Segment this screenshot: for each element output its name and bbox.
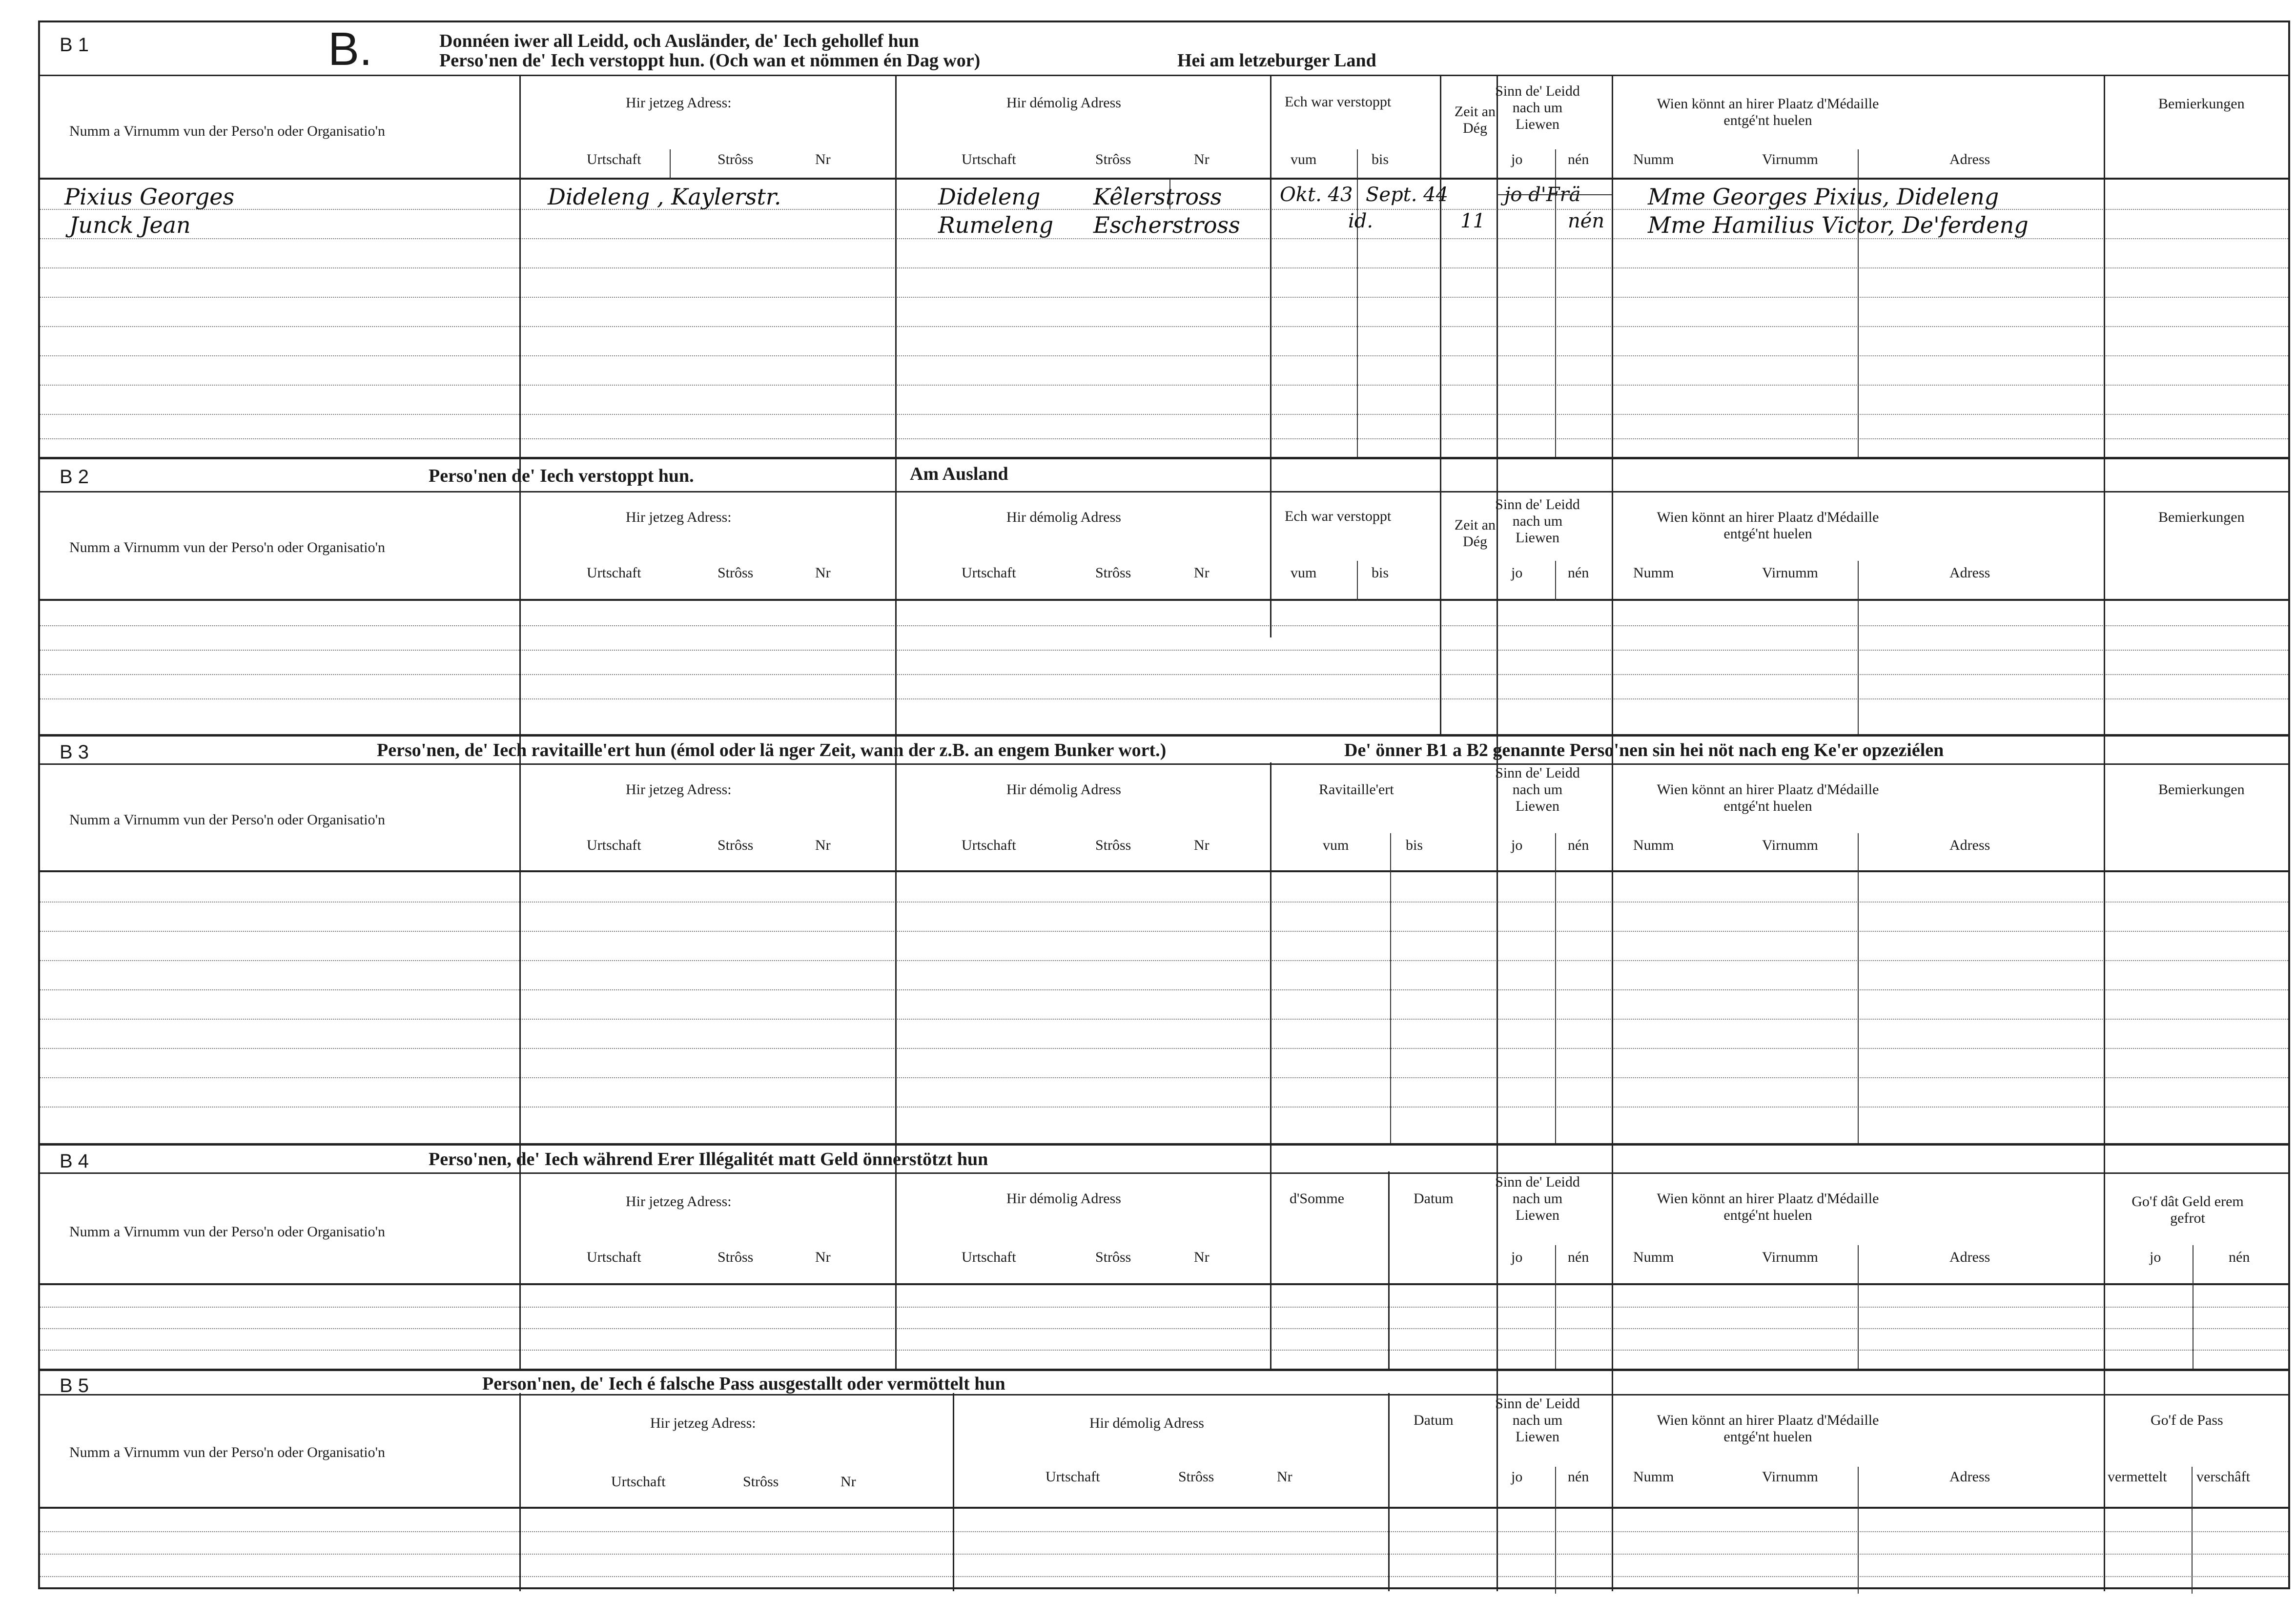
- current-address-label: Hir jetzeg Adress:: [650, 1415, 756, 1431]
- intro-line1: Donnéen iwer all Leidd, och Ausländer, de' Iech gehollef hun: [439, 31, 919, 51]
- number-label: Nr: [1194, 151, 1210, 167]
- money-back-label: Go'f dât Geld erem gefrot: [2132, 1193, 2244, 1226]
- entry-former-locality: Rumeleng: [938, 212, 1054, 238]
- former-address-label: Hir démolig Adress: [1006, 781, 1121, 798]
- section-title-row: [40, 1371, 2288, 1395]
- form-letter: B.: [328, 23, 372, 75]
- yes-label: jo: [1511, 837, 1523, 853]
- number-label: Nr: [1277, 1469, 1292, 1485]
- entry-medal-name: Mme Georges Pixius, Dideleng: [1648, 184, 1999, 210]
- section-title-row: [40, 22, 2288, 76]
- no-label: nén: [1568, 1249, 1589, 1265]
- section-id: B 2: [60, 466, 89, 488]
- street-label: Strôss: [718, 1249, 754, 1265]
- name-col-label: Numm a Virnumm vun der Perso'n oder Organisatio'n: [69, 539, 385, 555]
- from-label: vum: [1323, 837, 1349, 853]
- current-address-label: Hir jetzeg Adress:: [626, 781, 732, 798]
- address-label: Adress: [1949, 1469, 1990, 1485]
- section-b3: [40, 734, 2288, 1143]
- medal-label: Wien könnt an hirer Plaatz d'Médaille entgé'nt huelen: [1657, 781, 1879, 814]
- table-header: [40, 492, 2288, 601]
- section-subtitle: Am Ausland: [910, 464, 1008, 484]
- alive-label: Sinn de' Leidd nach um Liewen: [1495, 496, 1580, 546]
- table-header: [40, 1174, 2288, 1285]
- col-divider: [1388, 1171, 1390, 1369]
- yes-label: jo: [1511, 151, 1523, 167]
- to-label: bis: [1372, 151, 1389, 167]
- number-label: Nr: [1194, 837, 1210, 853]
- street-label: Strôss: [718, 837, 754, 853]
- entry-current-address: Dideleng , Kaylerstr.: [548, 184, 781, 210]
- locality-label: Urtschaft: [962, 837, 1016, 853]
- firstname-label: Virnumm: [1762, 1249, 1818, 1265]
- address-label: Adress: [1949, 151, 1990, 167]
- locality-label: Urtschaft: [587, 565, 641, 581]
- number-label: Nr: [840, 1474, 856, 1490]
- days-label: Zeit an Dég: [1454, 103, 1496, 136]
- section-title: Perso'nen, de' Iech während Erer Illégalitét matt Geld önnerstötzt hun: [429, 1149, 988, 1169]
- col-divider: [1612, 76, 1613, 1591]
- date-label: Datum: [1414, 1190, 1454, 1207]
- col-divider: [1388, 1393, 1390, 1591]
- no-label: nén: [2229, 1249, 2250, 1265]
- section-title-row: [40, 459, 2288, 492]
- col-divider: [953, 1393, 954, 1591]
- section-id: B 3: [60, 741, 89, 763]
- entry-former-locality: Dideleng: [938, 184, 1041, 210]
- current-address-label: Hir jetzeg Adress:: [626, 95, 732, 111]
- alive-label: Sinn de' Leidd nach um Liewen: [1495, 1395, 1580, 1445]
- former-address-label: Hir démolig Adress: [1006, 1190, 1121, 1207]
- name-col-label: Numm a Virnumm vun der Perso'n oder Organisatio'n: [69, 123, 385, 139]
- locality-label: Urtschaft: [587, 1249, 641, 1265]
- locality-label: Urtschaft: [1046, 1469, 1100, 1485]
- entry-medal-name: Mme Hamilius Victor, De'ferdeng: [1648, 212, 2029, 238]
- hidden-label: Ech war verstoppt: [1285, 508, 1392, 524]
- firstname-label: Virnumm: [1762, 565, 1818, 581]
- surname-label: Numm: [1633, 1249, 1674, 1265]
- to-label: bis: [1406, 837, 1423, 853]
- former-address-label: Hir démolig Adress: [1089, 1415, 1204, 1431]
- no-label: nén: [1568, 151, 1589, 167]
- section-b1: [40, 22, 2288, 457]
- supplied-label: Ravitaille'ert: [1319, 781, 1394, 798]
- section-title: Perso'nen de' Iech verstoppt hun.: [429, 466, 694, 486]
- name-col-label: Numm a Virnumm vun der Perso'n oder Organisatio'n: [69, 812, 385, 828]
- col-divider: [1270, 762, 1271, 1369]
- former-address-label: Hir démolig Adress: [1006, 95, 1121, 111]
- number-label: Nr: [1194, 1249, 1210, 1265]
- street-label: Strôss: [718, 151, 754, 167]
- number-label: Nr: [1194, 565, 1210, 581]
- firstname-label: Virnumm: [1762, 837, 1818, 853]
- entry-name: Pixius Georges: [64, 184, 235, 210]
- col-divider: [519, 1393, 521, 1591]
- col-divider: [895, 76, 897, 1369]
- entry-alive: nén: [1568, 210, 1605, 232]
- section-b2: [40, 457, 2288, 734]
- number-label: Nr: [815, 837, 831, 853]
- medal-label: Wien könnt an hirer Plaatz d'Médaille entgé'nt huelen: [1657, 1412, 1879, 1445]
- surname-label: Numm: [1633, 1469, 1674, 1485]
- section-title-row: [40, 737, 2288, 765]
- name-col-label: Numm a Virnumm vun der Perso'n oder Organisatio'n: [69, 1444, 385, 1460]
- remarks-label: Bemierkungen: [2158, 781, 2245, 798]
- yes-label: jo: [1511, 1469, 1523, 1485]
- address-label: Adress: [1949, 565, 1990, 581]
- name-col-label: Numm a Virnumm vun der Perso'n oder Organisatio'n: [69, 1224, 385, 1240]
- intro-line2: Perso'nen de' Iech verstoppt hun. (Och wan et nömmen én Dag wor): [439, 50, 981, 71]
- surname-label: Numm: [1633, 151, 1674, 167]
- firstname-label: Virnumm: [1762, 1469, 1818, 1485]
- yes-label: jo: [1511, 565, 1523, 581]
- mediated-label: vermettelt: [2108, 1469, 2167, 1485]
- alive-label: Sinn de' Leidd nach um Liewen: [1495, 83, 1580, 132]
- section-b4: [40, 1143, 2288, 1369]
- street-label: Strôss: [1178, 1469, 1214, 1485]
- no-label: nén: [1568, 565, 1589, 581]
- date-label: Datum: [1414, 1412, 1454, 1428]
- street-label: Strôss: [743, 1474, 779, 1490]
- surname-label: Numm: [1633, 837, 1674, 853]
- hidden-label: Ech war verstoppt: [1285, 94, 1392, 110]
- pass-label: Go'f de Pass: [2151, 1412, 2223, 1428]
- form-page: [38, 21, 2290, 1589]
- alive-label: Sinn de' Leidd nach um Liewen: [1495, 765, 1580, 814]
- remarks-label: Bemierkungen: [2158, 96, 2245, 112]
- entry-alive: jo d'Frä: [1504, 184, 1581, 206]
- section-title: Perso'nen, de' Iech ravitaille'ert hun (émol oder lä nger Zeit, wann der z.B. an engem Bunker wort.): [377, 740, 1167, 760]
- locality-label: Urtschaft: [962, 1249, 1016, 1265]
- table-body: [40, 180, 2288, 457]
- number-label: Nr: [815, 1249, 831, 1265]
- yes-label: jo: [1511, 1249, 1523, 1265]
- number-label: Nr: [815, 565, 831, 581]
- col-divider: [519, 76, 521, 1369]
- medal-label: Wien könnt an hirer Plaatz d'Médaille entgé'nt huelen: [1657, 509, 1879, 542]
- col-divider: [1270, 76, 1271, 637]
- street-label: Strôss: [1095, 151, 1131, 167]
- from-label: vum: [1291, 565, 1317, 581]
- locality-label: Urtschaft: [587, 837, 641, 853]
- section-id: B 4: [60, 1150, 89, 1172]
- section-b5: [40, 1369, 2288, 1591]
- address-label: Adress: [1949, 1249, 1990, 1265]
- surname-label: Numm: [1633, 565, 1674, 581]
- locality-label: Urtschaft: [611, 1474, 666, 1490]
- table-header: [40, 765, 2288, 872]
- section-title-row: [40, 1146, 2288, 1174]
- locality-label: Urtschaft: [962, 565, 1016, 581]
- former-address-label: Hir démolig Adress: [1006, 509, 1121, 525]
- no-label: nén: [1568, 837, 1589, 853]
- days-label: Zeit an Dég: [1454, 517, 1496, 550]
- entry-name: Junck Jean: [69, 212, 191, 238]
- entry-former-street: Kêlerstross: [1093, 184, 1222, 210]
- number-label: Nr: [815, 151, 831, 167]
- to-label: bis: [1372, 565, 1389, 581]
- firstname-label: Virnumm: [1762, 151, 1818, 167]
- medal-label: Wien könnt an hirer Plaatz d'Médaille entgé'nt huelen: [1657, 1190, 1879, 1223]
- from-label: vum: [1291, 151, 1317, 167]
- current-address-label: Hir jetzeg Adress:: [626, 1193, 732, 1210]
- medal-label: Wien könnt an hirer Plaatz d'Médaille entgé'nt huelen: [1657, 96, 1879, 128]
- current-address-label: Hir jetzeg Adress:: [626, 509, 732, 525]
- table-header: [40, 1395, 2288, 1509]
- address-label: Adress: [1949, 837, 1990, 853]
- section-id: B 5: [60, 1375, 89, 1396]
- col-divider: [2104, 76, 2105, 1591]
- section-id: B 1: [60, 34, 89, 56]
- remarks-label: Bemierkungen: [2158, 509, 2245, 525]
- locality-label: Urtschaft: [587, 151, 641, 167]
- intro-line2b: Hei am letzeburger Land: [1177, 50, 1376, 71]
- table-body: [40, 872, 2288, 1146]
- entry-days: 11: [1460, 210, 1485, 232]
- street-label: Strôss: [1095, 1249, 1131, 1265]
- street-label: Strôss: [1095, 837, 1131, 853]
- table-body: [40, 1509, 2288, 1594]
- col-divider: [1496, 76, 1498, 1591]
- entry-to: Sept. 44: [1366, 184, 1449, 206]
- section-title: Person'nen, de' Iech é falsche Pass ausgestallt oder vermöttelt hun: [482, 1374, 1005, 1394]
- table-body: [40, 1285, 2288, 1371]
- entry-from: Okt. 43: [1280, 184, 1353, 206]
- section-note: De' önner B1 a B2 genannte Perso'nen sin hei nöt nach eng Ke'er opzeziélen: [1344, 740, 1944, 760]
- entry-from: id.: [1348, 210, 1374, 232]
- sum-label: d'Somme: [1290, 1190, 1345, 1207]
- street-label: Strôss: [718, 565, 754, 581]
- table-header: [40, 76, 2288, 180]
- entry-former-street: Escherstross: [1093, 212, 1240, 238]
- col-divider: [1440, 76, 1441, 734]
- procured-label: verschâft: [2196, 1469, 2250, 1485]
- no-label: nén: [1568, 1469, 1589, 1485]
- yes-label: jo: [2150, 1249, 2161, 1265]
- table-body: [40, 601, 2288, 737]
- locality-label: Urtschaft: [962, 151, 1016, 167]
- street-label: Strôss: [1095, 565, 1131, 581]
- alive-label: Sinn de' Leidd nach um Liewen: [1495, 1174, 1580, 1223]
